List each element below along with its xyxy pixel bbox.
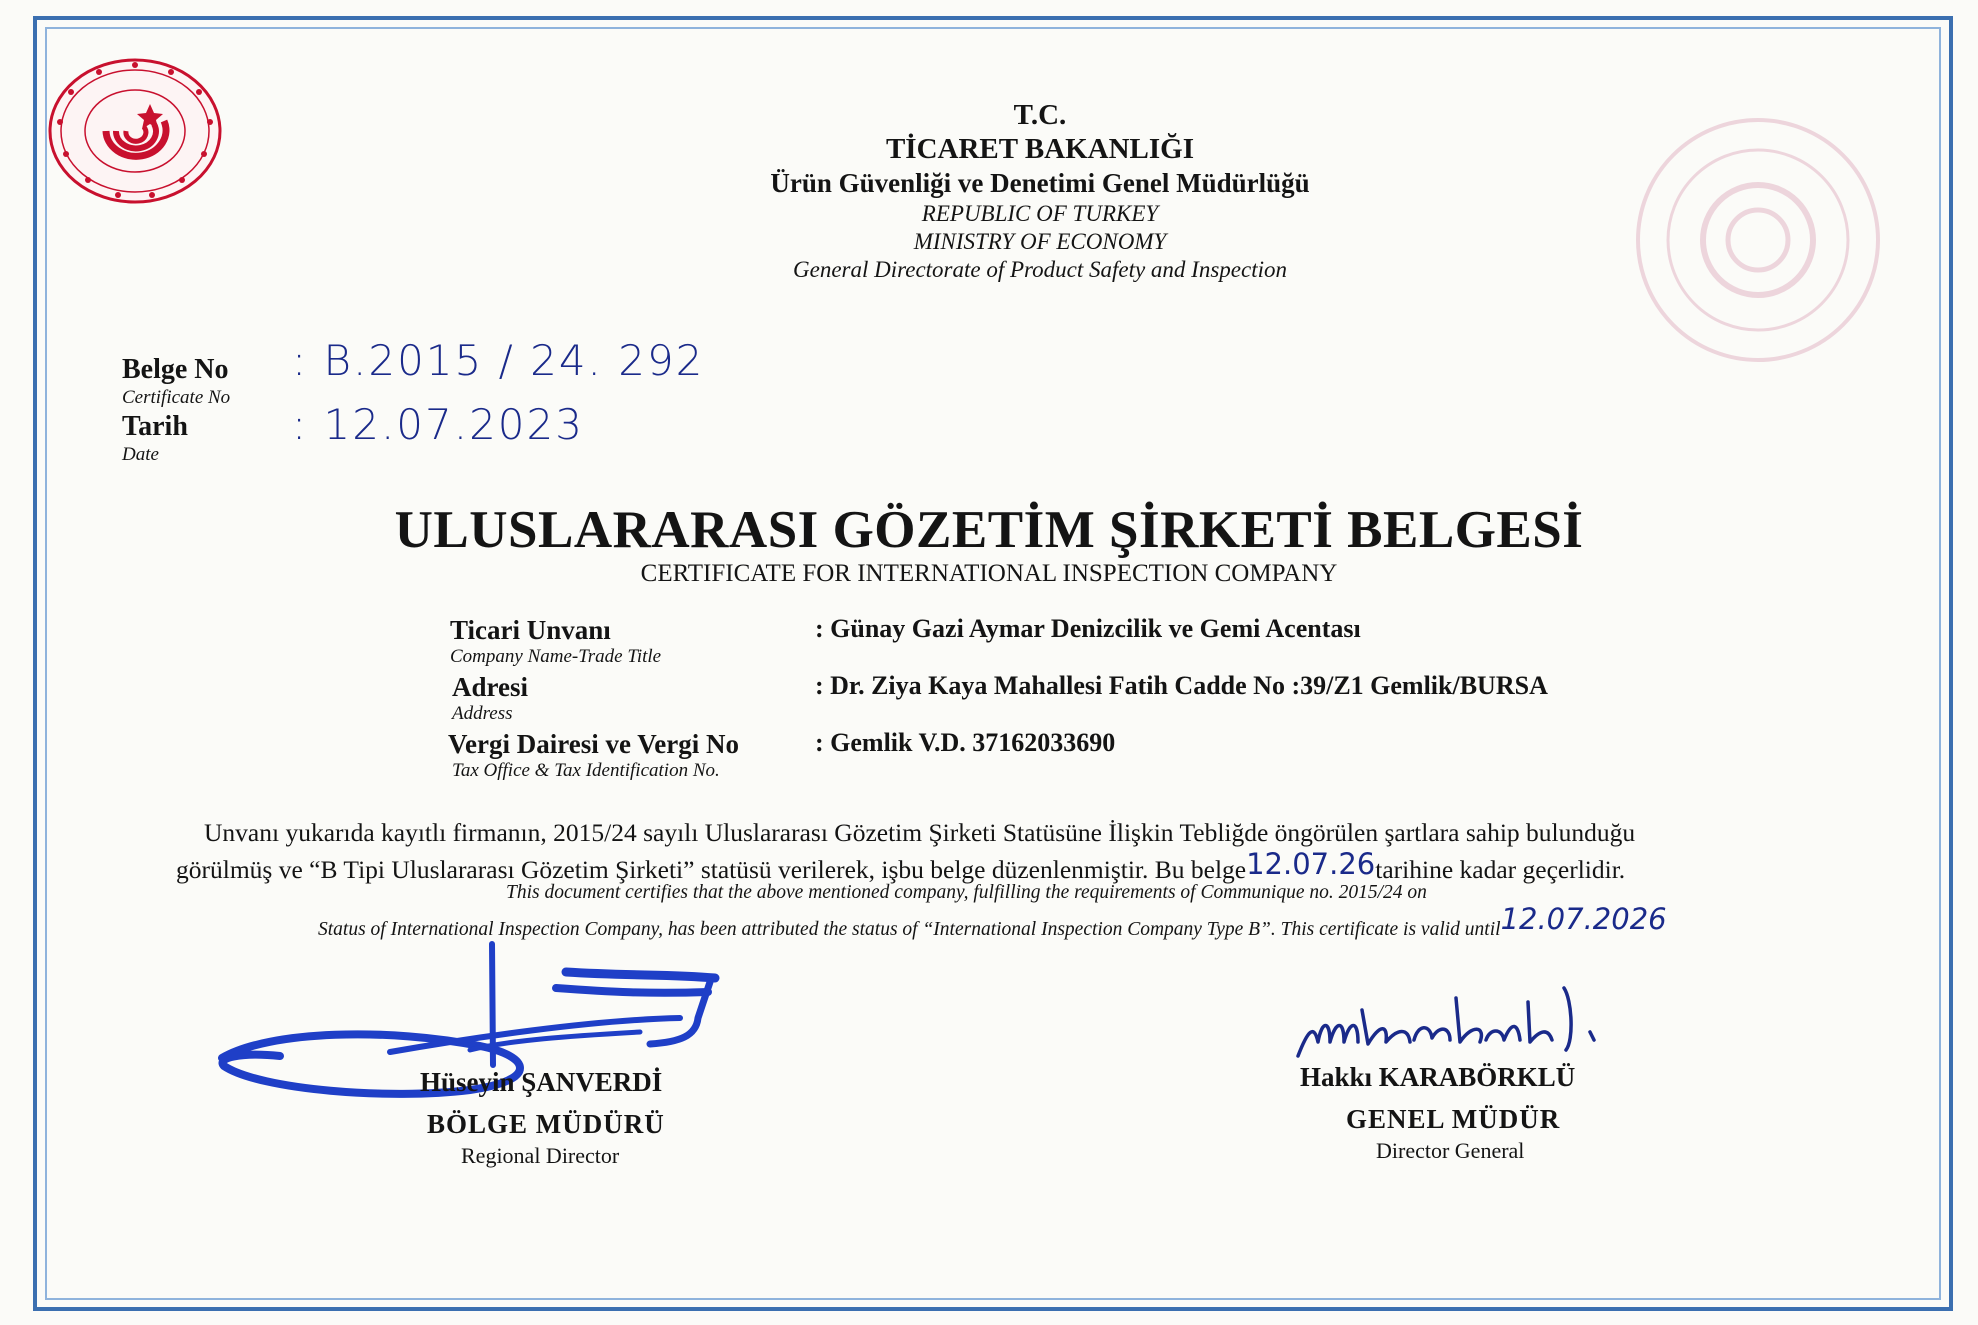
trade-title-label: Ticari Unvanı — [450, 615, 611, 645]
address-value: : Dr. Ziya Kaya Mahallesi Fatih Cadde No :39/Z1 Gemlik/BURSA — [815, 671, 1548, 700]
header-republic-en: REPUBLIC OF TURKEY — [921, 201, 1159, 226]
header-directorate: Ürün Güvenliği ve Denetimi Genel Müdürlüğü — [770, 168, 1310, 198]
director-general-title: GENEL MÜDÜR — [1346, 1104, 1561, 1134]
statement-line-2-start: görülmüş ve “B Tipi Uluslararası Gözetim Şirketi” statüsü verilerek, işbu belge düzenlenmiştir. Bu belge — [176, 855, 1247, 884]
statement-en-line-2-text: Status of International Inspection Company, has been attributed the status of “International Inspection Company Type B”. This certificate is valid until — [318, 919, 1501, 940]
regional-director-title-en: Regional Director — [461, 1143, 620, 1168]
address-label: Adresi — [452, 672, 529, 702]
tax-value: : Gemlik V.D. 37162033690 — [815, 728, 1116, 757]
ministry-seal-icon — [46, 56, 224, 206]
regional-director-title: BÖLGE MÜDÜRÜ — [427, 1109, 665, 1139]
document-subtitle: CERTIFICATE FOR INTERNATIONAL INSPECTION COMPANY — [640, 560, 1338, 587]
tax-label: Vergi Dairesi ve Vergi No — [448, 729, 739, 759]
certificate-no-label-en: Certificate No — [122, 387, 231, 408]
statement-en-line-2 — [318, 902, 1667, 942]
statement-line-2-end: tarihine kadar geçerlidir. — [1375, 855, 1626, 884]
tax-label-en: Tax Office & Tax Identification No. — [452, 760, 720, 781]
director-general-title-en: Director General — [1376, 1138, 1525, 1163]
date-label: Tarih — [122, 411, 188, 442]
address-label-en: Address — [452, 703, 513, 724]
issuer-header — [640, 98, 1440, 284]
regional-director-name: Hüseyin ŞANVERDİ — [420, 1067, 663, 1097]
statement-line-1: Unvanı yukarıda kayıtlı firmanın, 2015/24 sayılı Uluslararası Gözetim Şirketi Statüsüne İlişkin Tebliğde öngörülen şartlara sahip bulunduğu — [204, 818, 1636, 847]
header-ministry-en: MINISTRY OF ECONOMY — [913, 229, 1167, 254]
document-title: ULUSLARARASI GÖZETİM ŞİRKETİ BELGESİ — [394, 501, 1584, 559]
handwritten-expiry-date: 12.07.26 — [1246, 847, 1376, 881]
header-tc: T.C. — [1013, 99, 1067, 131]
certificate-no-value: : B.2015 / 24. 292 — [292, 336, 705, 385]
date-label-en: Date — [122, 444, 159, 465]
header-ministry: TİCARET BAKANLIĞI — [885, 133, 1195, 165]
handwritten-valid-until: 12.07.2026 — [1500, 902, 1667, 936]
director-general-signature — [1290, 980, 1620, 1070]
statement-line-2 — [176, 847, 1626, 885]
director-general-name: Hakkı KARABÖRKLÜ — [1300, 1062, 1576, 1092]
faint-watermark-seal — [1628, 110, 1888, 370]
trade-title-value: : Günay Gazi Aymar Denizcilik ve Gemi Acentası — [815, 614, 1361, 643]
statement-en-line-1: This document certifies that the above mentioned company, fulfilling the requirements of Communique no. 2015/24 on — [506, 882, 1427, 903]
trade-title-label-en: Company Name-Trade Title — [450, 646, 662, 667]
date-value: : 12.07.2023 — [292, 400, 584, 449]
header-directorate-en: General Directorate of Product Safety and Inspection — [793, 257, 1287, 282]
certificate-no-label: Belge No — [122, 354, 229, 385]
